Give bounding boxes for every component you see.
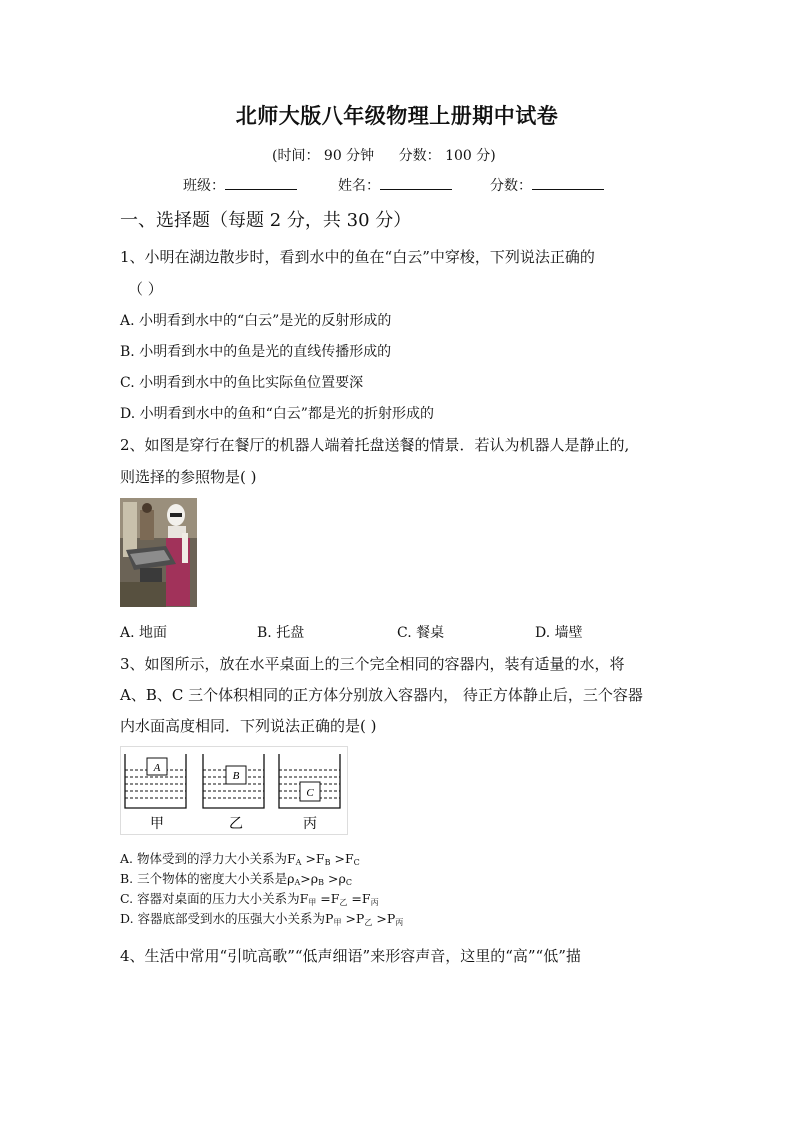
container-diagram: [120, 746, 348, 835]
block-a-label: A: [153, 762, 161, 774]
label-yi: 乙: [229, 816, 243, 832]
score-blank-line: [532, 175, 604, 190]
label-bing: 丙: [303, 816, 317, 832]
q1-option-c: C. 小明看到水中的鱼比实际鱼位置要深: [120, 375, 364, 391]
q3-option-a: A. 物体受到的浮力大小关系为$F_A >F_B >F_C$: [120, 851, 360, 867]
name-blank: [338, 175, 452, 195]
q1-option-a: A. 小明看到水中的“白云”是光的反射形成的: [120, 313, 392, 329]
q1-option-d: D. 小明看到水中的鱼和“白云”都是光的折射形成的: [120, 406, 434, 422]
robot-photo: [120, 498, 197, 607]
score-total-text: 分数： 100 分): [398, 148, 496, 164]
q4-stem: 4、生活中常用“引吭高歌”“低声细语”来形容声音，这里的“高”“低”描: [120, 947, 581, 965]
q2-option-a: A. 地面: [120, 625, 168, 641]
q2-stem-line2: 则选择的参照物是( ): [120, 468, 257, 486]
class-blank: [183, 175, 297, 195]
q3-stem-line2: A、B、C 三个体积相同的正方体分别放入容器内， 待正方体静止后，三个容器: [120, 686, 643, 704]
label-jia: 甲: [150, 816, 164, 832]
score-blank: [490, 175, 604, 195]
block-b-label: B: [232, 770, 240, 782]
name-label: 姓名：: [338, 178, 380, 194]
q3-stem: 3、如图所示，放在水平桌面上的三个完全相同的容器内，装有适量的水，将: [120, 655, 625, 673]
q3-option-d: D. 容器底部受到水的压强大小关系为$P_甲 >P_乙 >P_丙$: [120, 911, 404, 927]
section-heading: 一、选择题（每题 2 分，共 30 分）: [120, 210, 412, 231]
page-title: 北师大版八年级物理上册期中试卷: [235, 103, 559, 128]
q3-option-c: C. 容器对桌面的压力大小关系为$F_甲 =F_乙 =F_丙$: [120, 891, 379, 907]
q2-stem: 2、如图是穿行在餐厅的机器人端着托盘送餐的情景．若认为机器人是静止的,: [120, 436, 630, 454]
class-blank-line: [225, 175, 297, 190]
name-blank-line: [380, 175, 452, 190]
q2-option-c: C. 餐桌: [397, 625, 445, 641]
q2-option-d: D. 墙壁: [535, 625, 583, 641]
q1-answer-bracket: （ ）: [128, 280, 163, 298]
q3-stem-line3: 内水面高度相同．下列说法正确的是( ): [120, 717, 377, 735]
robot-photo-graphic: [120, 498, 197, 607]
q1-option-b: B. 小明看到水中的鱼是光的直线传播形成的: [120, 344, 392, 360]
score-label: 分数：: [490, 178, 532, 194]
time-text: (时间： 90 分钟: [272, 148, 375, 164]
q3-option-b: B. 三个物体的密度大小关系是$\rho_A>\rho_B >\rho_C$: [120, 871, 352, 887]
block-c-label: C: [306, 787, 314, 799]
container-figure: [120, 746, 348, 835]
class-label: 班级：: [183, 178, 225, 194]
q2-option-b: B. 托盘: [257, 625, 305, 641]
exam-meta: [272, 145, 502, 165]
q1-stem: 1、小明在湖边散步时，看到水中的鱼在“白云”中穿梭，下列说法正确的: [120, 248, 595, 266]
